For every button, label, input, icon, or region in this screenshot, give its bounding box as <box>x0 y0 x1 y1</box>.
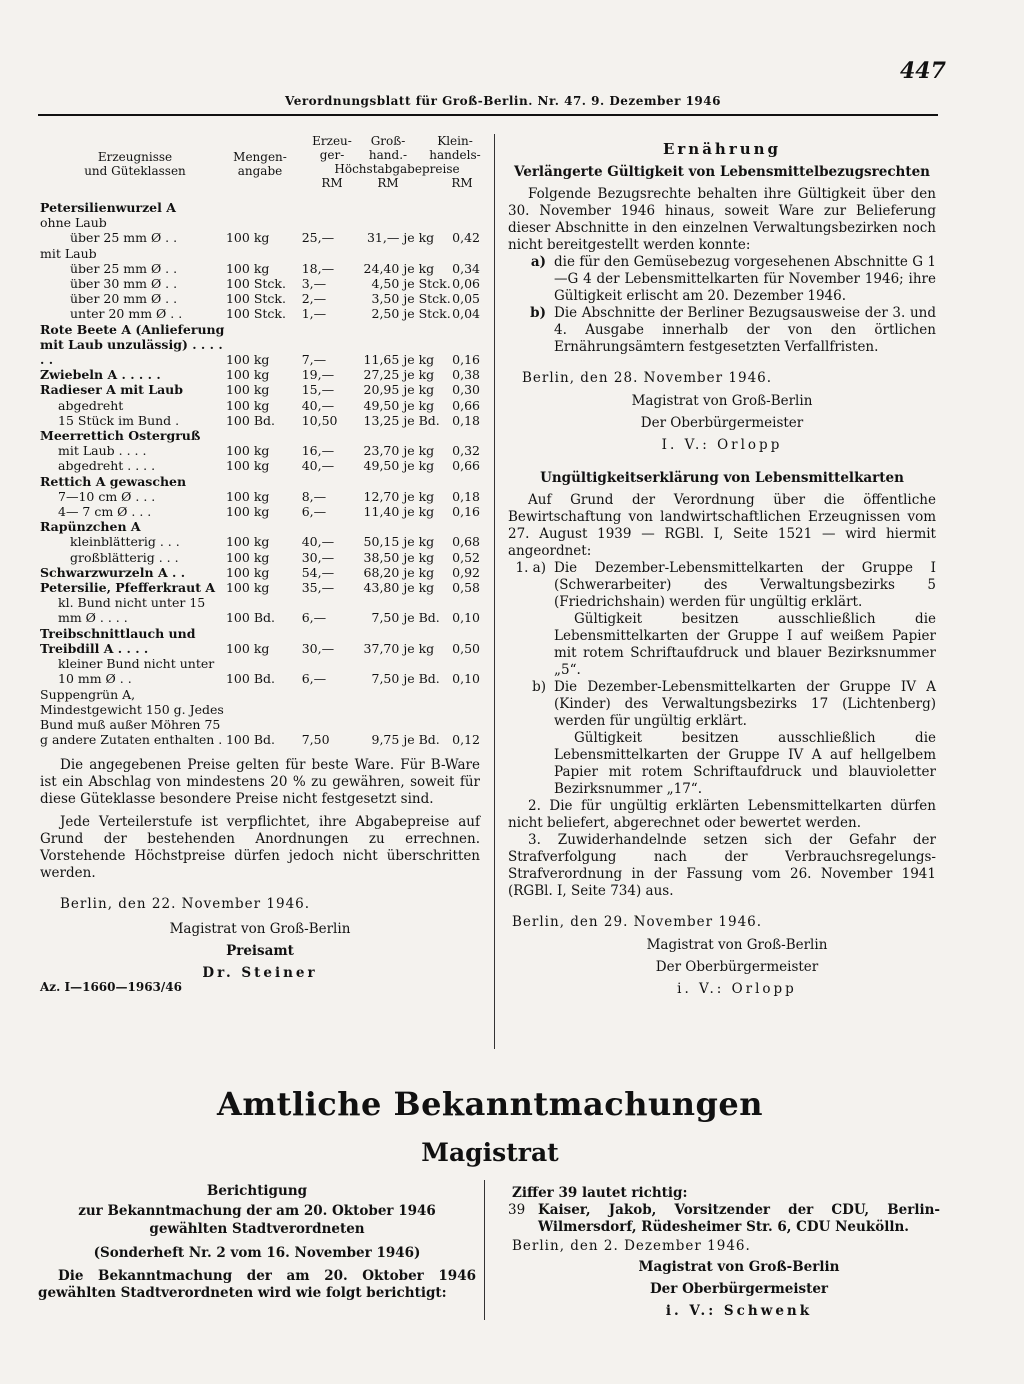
table-row <box>40 565 480 580</box>
table-row <box>40 474 480 489</box>
main-heading: Amtliche Bekanntmachungen <box>216 1085 764 1123</box>
table-row <box>40 504 480 519</box>
product-name-cell: Treibschnittlauch und Treibdill A . . . . <box>40 625 196 656</box>
table-row <box>40 413 480 428</box>
product-name-cell: Petersilienwurzel A <box>40 200 176 215</box>
retail-price-cell: 0,18 <box>452 412 480 428</box>
product-name-cell: über 30 mm Ø . . <box>70 276 178 292</box>
retail-price-cell <box>451 215 480 230</box>
wholesale-price-cell: 23,70 <box>363 443 400 459</box>
list-text <box>554 679 936 798</box>
list-label: a) <box>530 254 546 270</box>
product-name-cell: Rote Beete A (Anlieferung mit Laub unzulässig) . . . . . . <box>40 321 225 368</box>
retail-price-cell: 0,42 <box>452 230 480 246</box>
table-row <box>40 261 480 276</box>
header-grosshandel <box>358 134 418 162</box>
wholesale-price-cell <box>352 246 404 261</box>
wholesale-price-cell: 13,25 <box>363 412 400 428</box>
producer-price-cell: 2,— <box>301 291 327 307</box>
table-row <box>40 443 480 458</box>
producer-price-cell: 3,— <box>301 276 327 292</box>
table-row <box>40 230 480 245</box>
header-rm-1: RM <box>321 176 343 190</box>
correction-item <box>508 1202 940 1236</box>
list-label: 39 <box>508 1202 526 1218</box>
retail-price-cell <box>451 474 480 489</box>
unit-cell: je kg <box>403 534 435 550</box>
quantity-cell: 100 Stck. <box>225 276 286 292</box>
sub-heading: Magistrat <box>421 1138 559 1167</box>
signature-line-2: Der Oberbürgermeister <box>649 1281 829 1297</box>
list-item-b <box>508 305 936 356</box>
producer-price-cell: 6,— <box>301 504 327 520</box>
header-rm-2: RM <box>377 176 399 190</box>
table-row <box>40 519 480 534</box>
producer-price-cell: 7,— <box>301 352 327 368</box>
retail-price-cell: 0,68 <box>452 534 480 550</box>
quantity-cell: 100 kg <box>225 397 270 413</box>
spacer <box>508 456 936 470</box>
header-erzeuger <box>302 134 362 162</box>
unit-cell: je kg <box>403 504 435 520</box>
product-name-cell: Radieser A mit Laub <box>40 382 184 398</box>
unit-cell: je kg <box>403 443 435 459</box>
signature-line-3: i. V.: Schwenk <box>665 1303 813 1319</box>
product-name-cell: abgedreht <box>58 397 124 413</box>
bottom-left-column <box>38 1180 476 1302</box>
price-notes <box>40 757 480 882</box>
correction-subtitle: zur Bekanntmachung der am 20. Oktober 1946 gewählten Stadtverordneten <box>78 1203 436 1237</box>
table-row <box>40 489 480 504</box>
unit-cell <box>403 519 450 534</box>
retail-price-cell: 0,34 <box>452 260 480 276</box>
unit-cell: je kg <box>403 564 435 580</box>
wholesale-price-cell: 11,65 <box>363 352 400 368</box>
product-name-cell: abgedreht . . . . <box>58 458 156 474</box>
quantity-cell: 100 kg <box>225 367 270 383</box>
retail-price-cell: 0,16 <box>452 504 480 520</box>
retail-price-cell: 0,30 <box>452 382 480 398</box>
place-date: Berlin, den 29. November 1946. <box>512 914 763 930</box>
list-text-part-1: Die Dezember-Lebensmittelkarten der Gruppe IV A (Kinder) des Verwaltungsbezirks 17 (Lichtenberg) werden für ungültig erklärt. <box>554 679 936 729</box>
signature-block <box>508 1256 940 1322</box>
section-subtitle-2: Ungültigkeitserklärung von Lebensmittelkarten <box>540 470 904 486</box>
unit-cell: je kg <box>403 458 435 474</box>
list-text: die für den Gemüsebezug vorgesehenen Abschnitte G 1—G 4 der Lebensmittelkarten für November 1946; ihre Gültigkeit erlischt am 20. Dezember 1946. <box>554 254 936 304</box>
column-divider <box>494 134 495 1049</box>
quantity-cell <box>226 474 294 489</box>
header-mengen <box>225 150 295 178</box>
wholesale-price-cell: 9,75 <box>371 732 400 748</box>
list-text <box>554 560 936 679</box>
product-name-cell: über 20 mm Ø . . <box>70 291 178 307</box>
unit-cell: je kg <box>403 549 435 565</box>
retail-price-cell: 0,10 <box>452 671 480 687</box>
product-name-cell: großblätterig . . . <box>70 549 179 565</box>
producer-price-cell: 54,— <box>301 564 335 580</box>
quantity-cell <box>226 519 294 534</box>
correction-source: (Sonderheft Nr. 2 vom 16. November 1946) <box>93 1245 421 1261</box>
producer-price-cell: 30,— <box>301 640 335 656</box>
unit-cell: je Stck. <box>403 291 451 307</box>
unit-cell <box>403 200 450 215</box>
product-name-cell: ohne Laub <box>40 215 107 231</box>
wholesale-price-cell: 68,20 <box>363 564 400 580</box>
table-header <box>40 130 480 200</box>
retail-price-cell: 0,92 <box>452 564 480 580</box>
table-row <box>40 215 480 230</box>
wholesale-price-cell: 38,50 <box>363 549 400 565</box>
header-mengen-line2: angabe <box>237 164 283 178</box>
quantity-cell <box>226 246 294 261</box>
producer-price-cell: 40,— <box>301 458 335 474</box>
list-text: Die Abschnitte der Berliner Bezugsausweise der 3. und 4. Ausgabe innerhalb der von den örtlichen Ernährungsämtern festgesetzten Verfallfristen. <box>554 305 936 355</box>
column-divider-bottom <box>484 1180 485 1320</box>
signature-line-3: i. V.: Orlopp <box>677 981 797 997</box>
product-name-cell: Rapünzchen A <box>40 519 141 535</box>
quantity-cell: 100 Bd. <box>225 732 275 748</box>
quantity-cell: 100 kg <box>225 564 270 580</box>
retail-price-cell <box>451 519 480 534</box>
producer-price-cell: 6,— <box>301 671 327 687</box>
quantity-cell: 100 kg <box>225 534 270 550</box>
wholesale-price-cell <box>352 215 404 230</box>
list-label: b) <box>532 679 546 695</box>
retail-price-cell: 0,04 <box>452 306 480 322</box>
retail-price-cell: 0,10 <box>452 610 480 626</box>
quantity-cell: 100 Stck. <box>225 306 286 322</box>
retail-price-cell: 0,66 <box>452 458 480 474</box>
producer-price-cell: 18,— <box>301 260 335 276</box>
unit-cell: je Bd. <box>403 671 440 687</box>
product-name-cell: 4— 7 cm Ø . . . <box>58 504 152 520</box>
retail-price-cell: 0,58 <box>452 580 480 596</box>
wholesale-price-cell: 37,70 <box>363 640 400 656</box>
file-reference: Az. I—1660—1963/46 <box>40 980 182 995</box>
table-row <box>40 595 480 625</box>
unit-cell: je kg <box>403 488 435 504</box>
unit-cell <box>403 428 450 443</box>
table-row <box>40 322 480 368</box>
producer-price-cell: 40,— <box>301 534 335 550</box>
quantity-cell <box>226 428 294 443</box>
product-name-cell: über 25 mm Ø . . <box>70 260 178 276</box>
producer-price-cell: 6,— <box>301 610 327 626</box>
unit-cell: je kg <box>403 352 435 368</box>
product-name-cell: Meerrettich Ostergruß <box>40 428 201 444</box>
header-rm-3: RM <box>451 176 473 190</box>
unit-cell: je kg <box>403 382 435 398</box>
table-row <box>40 428 480 443</box>
producer-price-cell: 15,— <box>301 382 335 398</box>
running-header: Verordnungsblatt für Groß-Berlin. Nr. 47. 9. Dezember 1946 <box>285 94 721 108</box>
list-item-a <box>508 254 936 305</box>
product-name-cell: 7—10 cm Ø . . . <box>58 488 156 504</box>
producer-price-cell: 16,— <box>301 443 335 459</box>
table-row <box>40 550 480 565</box>
wholesale-price-cell: 2,50 <box>371 306 400 322</box>
quantity-cell: 100 kg <box>225 382 270 398</box>
intro-paragraph: Folgende Bezugsrechte behalten ihre Gültigkeit über den 30. November 1946 hinaus, soweit Ware zur Belieferung dieser Abschnitte in den einzelnen Verwaltungsbezirken noch nicht bereitgestellt werden konnte: <box>508 186 936 253</box>
bottom-right-column <box>508 1184 940 1322</box>
correction-item-intro: Ziffer 39 lautet richtig: <box>512 1185 688 1201</box>
header-erzeugnisse <box>40 150 230 178</box>
section-subtitle: Verlängerte Gültigkeit von Lebensmittelbezugsrechten <box>514 164 930 180</box>
header-mengen-line1: Mengen- <box>233 150 287 164</box>
page-number: 447 <box>900 58 946 84</box>
list-label: 1. a) <box>515 560 546 576</box>
unit-cell: je Stck. <box>403 276 451 292</box>
list-item-1b <box>508 679 936 798</box>
table-row <box>40 200 480 215</box>
retail-price-cell: 0,50 <box>452 640 480 656</box>
quantity-cell: 100 kg <box>225 640 270 656</box>
unit-cell <box>403 246 450 261</box>
retail-price-cell: 0,52 <box>452 549 480 565</box>
right-column <box>508 140 936 1000</box>
quantity-cell: 100 Bd. <box>225 671 275 687</box>
quantity-cell: 100 kg <box>225 504 270 520</box>
table-row <box>40 367 480 382</box>
producer-price-cell <box>294 474 352 489</box>
product-name-cell: Zwiebeln A . . . . . <box>40 367 161 383</box>
table-row <box>40 306 480 321</box>
wholesale-price-cell: 49,50 <box>363 397 400 413</box>
unit-cell: je kg <box>403 640 435 656</box>
unit-cell <box>403 474 450 489</box>
paragraph-2: 2. Die für ungültig erklärten Lebensmittelkarten dürfen nicht beliefert, abgerechnet oder bewertet werden. <box>508 798 936 831</box>
signature-block <box>40 918 480 984</box>
list-text-part-2: Gültigkeit besitzen ausschließlich die Lebensmittelkarten der Gruppe I auf weißem Papier mit rotem Schriftaufdruck und blauer Bezirksnummer „5“. <box>554 611 936 678</box>
quantity-cell: 100 Bd. <box>225 610 275 626</box>
header-kleinhandel-line1: Klein- <box>437 134 473 148</box>
table-row <box>40 534 480 549</box>
quantity-cell: 100 kg <box>225 488 270 504</box>
producer-price-cell <box>294 519 352 534</box>
table-row <box>40 656 480 686</box>
retail-price-cell: 0,32 <box>452 443 480 459</box>
list-text-part-2: Gültigkeit besitzen ausschließlich die Lebensmittelkarten der Gruppe IV A auf hellgelbem Papier mit rotem Schriftaufdruck und blauvioletter Bezirksnummer „17“. <box>554 730 936 797</box>
producer-price-cell: 7,50 <box>301 732 330 748</box>
wholesale-price-cell: 27,25 <box>363 367 400 383</box>
correction-title: Berichtigung <box>206 1183 308 1199</box>
header-hoechstpreise: Höchstabgabepreise <box>334 162 460 176</box>
wholesale-price-cell <box>352 519 404 534</box>
note-paragraph-1: Die angegebenen Preise gelten für beste Ware. Für B-Ware ist ein Abschlag von mindestens 20 % zu gewähren, soweit für diese Güteklasse besondere Preise nicht festgesetzt sind. <box>40 757 480 808</box>
producer-price-cell: 10,50 <box>301 412 338 428</box>
table-row <box>40 580 480 595</box>
place-date: Berlin, den 2. Dezember 1946. <box>512 1238 751 1254</box>
quantity-cell: 100 kg <box>225 549 270 565</box>
wholesale-price-cell: 12,70 <box>363 488 400 504</box>
header-kleinhandel-line2: handels- <box>429 148 481 162</box>
unit-cell: je kg <box>403 580 435 596</box>
signature-line-1: Magistrat von Groß-Berlin <box>638 1259 840 1275</box>
quantity-cell: 100 kg <box>225 260 270 276</box>
table-row <box>40 398 480 413</box>
unit-cell: je Bd. <box>403 412 440 428</box>
header-erzeugnisse-line2: und Güteklassen <box>84 164 186 178</box>
product-name-cell: 15 Stück im Bund . <box>58 412 180 428</box>
producer-price-cell: 19,— <box>301 367 335 383</box>
wholesale-price-cell <box>352 474 404 489</box>
quantity-cell <box>226 200 294 215</box>
signature-line-1: Magistrat von Groß-Berlin <box>169 921 351 938</box>
header-erzeuger-line2: ger- <box>319 148 345 162</box>
wholesale-price-cell: 31,— <box>366 230 400 246</box>
header-kleinhandel <box>420 134 490 162</box>
table-row <box>40 276 480 291</box>
table-row <box>40 246 480 261</box>
header-rule <box>38 114 938 116</box>
product-name-cell: Suppengrün A, Mindestgewicht 150 g. Jedes Bund muß außer Möhren 75 g andere Zutaten enthalten . <box>40 686 224 748</box>
product-name-cell: mit Laub . . . . <box>58 443 147 459</box>
signature-line-2: Der Oberbürgermeister <box>640 415 804 431</box>
header-grosshandel-line2: hand.- <box>368 148 408 162</box>
signature-block <box>508 390 936 456</box>
producer-price-cell: 8,— <box>301 488 327 504</box>
quantity-cell: 100 Bd. <box>225 412 275 428</box>
wholesale-price-cell: 11,40 <box>363 504 400 520</box>
signature-line-3: Dr. Steiner <box>202 965 318 982</box>
unit-cell: je Bd. <box>403 610 440 626</box>
retail-price-cell: 0,06 <box>452 276 480 292</box>
quantity-cell: 100 kg <box>225 443 270 459</box>
unit-cell: je kg <box>403 367 435 383</box>
unit-cell: je kg <box>403 230 435 246</box>
list-text: Kaiser, Jakob, Vorsitzender der CDU, Berlin-Wilmersdorf, Rüdesheimer Str. 6, CDU Neukölln. <box>538 1202 940 1235</box>
wholesale-price-cell: 7,50 <box>371 610 400 626</box>
header-erzeugnisse-line1: Erzeugnisse <box>97 150 173 164</box>
wholesale-price-cell <box>352 200 404 215</box>
wholesale-price-cell: 20,95 <box>363 382 400 398</box>
quantity-cell: 100 kg <box>225 458 270 474</box>
section-title: Ernährung <box>662 140 782 158</box>
wholesale-price-cell: 50,15 <box>363 534 400 550</box>
retail-price-cell: 0,16 <box>452 352 480 368</box>
signature-line-1: Magistrat von Groß-Berlin <box>631 393 813 409</box>
retail-price-cell: 0,66 <box>452 397 480 413</box>
retail-price-cell: 0,05 <box>452 291 480 307</box>
retail-price-cell: 0,12 <box>452 732 480 748</box>
retail-price-cell <box>451 200 480 215</box>
producer-price-cell: 35,— <box>301 580 335 596</box>
product-name-cell: unter 20 mm Ø . . <box>70 306 183 322</box>
product-name-cell: mit Laub <box>40 245 97 261</box>
header-grosshandel-line1: Groß- <box>370 134 406 148</box>
product-name-cell: kleinblätterig . . . <box>70 534 180 550</box>
quantity-cell: 100 Stck. <box>225 291 286 307</box>
paragraph-3: 3. Zuwiderhandelnde setzen sich der Gefahr der Strafverfolgung nach der Verbrauchsregelungs-Strafverordnung in der Fassung vom 26. November 1941 (RGBl. I, Seite 734) aus. <box>508 832 936 899</box>
producer-price-cell: 25,— <box>301 230 335 246</box>
quantity-cell <box>226 215 294 230</box>
product-name-cell: Petersilie, Pfefferkraut A <box>40 580 216 596</box>
place-date: Berlin, den 28. November 1946. <box>522 370 773 386</box>
quantity-cell: 100 kg <box>225 580 270 596</box>
unit-cell: je Bd. <box>403 732 440 748</box>
place-date: Berlin, den 22. November 1946. <box>60 896 311 913</box>
note-paragraph-2: Jede Verteilerstufe ist verpflichtet, ihre Abgabepreise auf Grund der bestehenden Anordnungen zu errechnen. Vorstehende Höchstpreise dürfen jedoch nicht überschritten werden. <box>40 814 480 882</box>
signature-line-2: Der Oberbürgermeister <box>655 959 819 975</box>
unit-cell <box>403 215 450 230</box>
table-row <box>40 626 480 656</box>
intro-paragraph-2: Auf Grund der Verordnung über die öffentliche Bewirtschaftung von landwirtschaftlichen Erzeugnissen vom 27. August 1939 — RGBl. I, Seite 1521 — wird hiermit angeordnet: <box>508 492 936 559</box>
producer-price-cell <box>294 215 352 230</box>
left-column <box>40 130 480 994</box>
table-row <box>40 458 480 473</box>
wholesale-price-cell: 24,40 <box>363 260 400 276</box>
signature-line-1: Magistrat von Groß-Berlin <box>646 937 828 953</box>
list-item-1a <box>508 560 936 679</box>
product-name-cell: über 25 mm Ø . . <box>70 230 178 246</box>
retail-price-cell <box>451 428 480 443</box>
producer-price-cell <box>294 428 352 443</box>
correction-text: Die Bekanntmachung der am 20. Oktober 1946 gewählten Stadtverordneten wird wie folgt berichtigt: <box>38 1268 476 1301</box>
wholesale-price-cell: 3,50 <box>371 291 400 307</box>
unit-cell: je Stck. <box>403 306 451 322</box>
list-label: b) <box>530 305 546 321</box>
table-row <box>40 687 480 748</box>
unit-cell: je kg <box>403 397 435 413</box>
product-name-cell: kleiner Bund nicht unter 10 mm Ø . . <box>58 656 215 687</box>
list-text-part-1: Die Dezember-Lebensmittelkarten der Gruppe I (Schwerarbeiter) des Verwaltungsbezirks 5 (Friedrichshain) werden für ungültig erklärt. <box>554 560 936 610</box>
header-erzeuger-line1: Erzeu- <box>312 134 352 148</box>
product-name-cell: kl. Bund nicht unter 15 mm Ø . . . . <box>58 595 206 626</box>
price-table <box>40 200 480 747</box>
wholesale-price-cell <box>352 428 404 443</box>
table-row <box>40 291 480 306</box>
signature-line-3: I. V.: Orlopp <box>661 437 783 453</box>
retail-price-cell: 0,18 <box>452 488 480 504</box>
quantity-cell: 100 kg <box>225 230 270 246</box>
table-row <box>40 382 480 397</box>
producer-price-cell <box>294 246 352 261</box>
producer-price-cell <box>294 200 352 215</box>
wholesale-price-cell: 43,80 <box>363 580 400 596</box>
signature-block <box>508 934 936 1000</box>
quantity-cell: 100 kg <box>225 352 270 368</box>
wholesale-price-cell: 49,50 <box>363 458 400 474</box>
producer-price-cell: 40,— <box>301 397 335 413</box>
retail-price-cell <box>451 246 480 261</box>
wholesale-price-cell: 7,50 <box>371 671 400 687</box>
product-name-cell: Schwarzwurzeln A . . <box>40 564 186 580</box>
producer-price-cell: 1,— <box>301 306 327 322</box>
producer-price-cell: 30,— <box>301 549 335 565</box>
unit-cell: je kg <box>403 260 435 276</box>
wholesale-price-cell: 4,50 <box>371 276 400 292</box>
product-name-cell: Rettich A gewaschen <box>40 473 187 489</box>
signature-line-2: Preisamt <box>226 943 294 960</box>
retail-price-cell: 0,38 <box>452 367 480 383</box>
